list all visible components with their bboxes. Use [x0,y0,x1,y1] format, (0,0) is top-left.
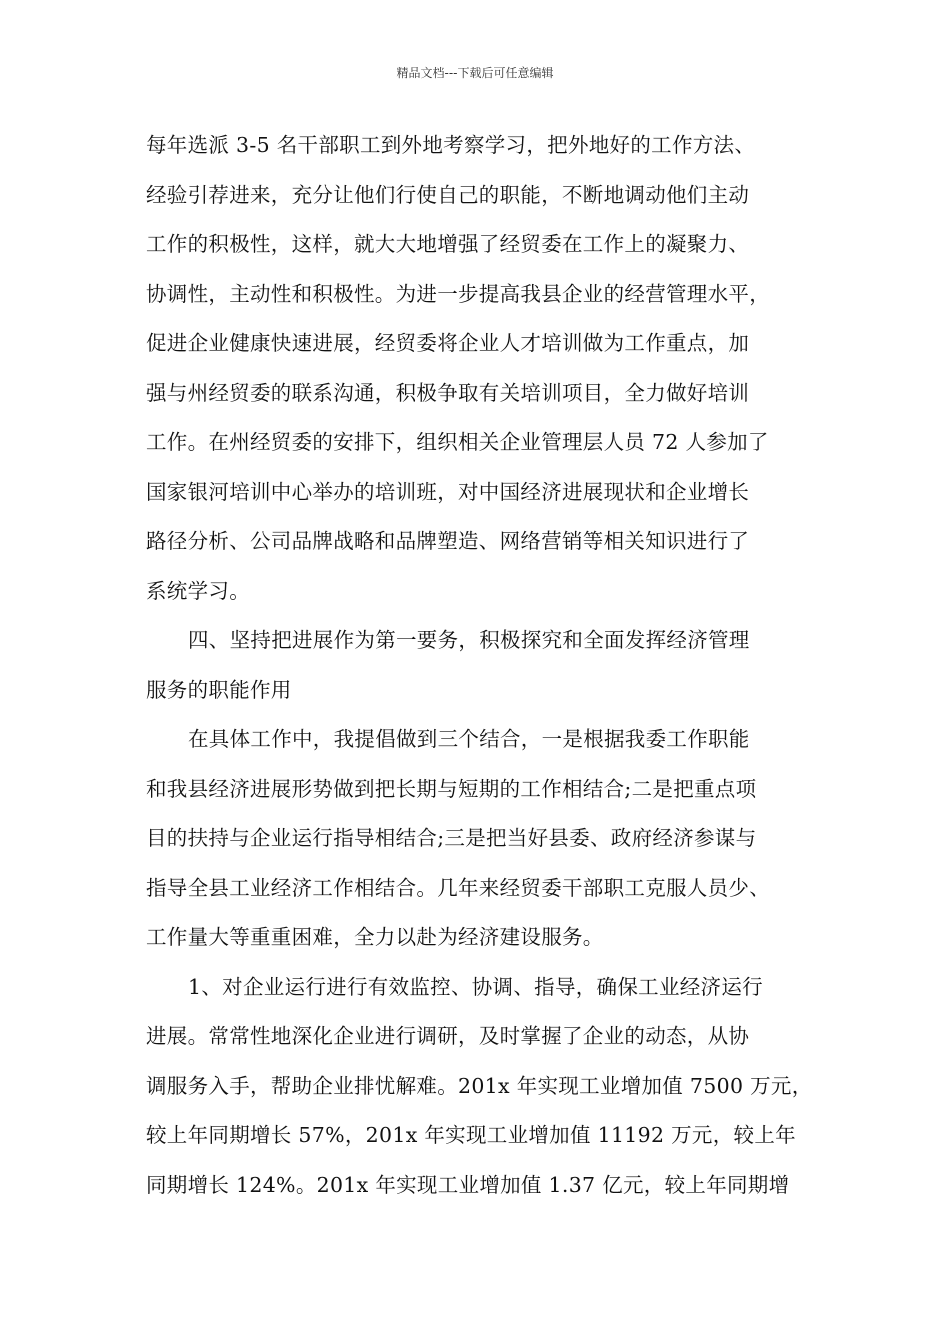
text-line: 经验引荐进来，充分让他们行使自己的职能，不断地调动他们主动 [146,182,750,207]
page-header: 精品文档---下载后可任意编辑 [396,66,554,80]
section-heading-line: 四、坚持把进展作为第一要务，积极探究和全面发挥经济管理 [188,628,750,652]
text-line: 协调性，主动性和积极性。为进一步提高我县企业的经营管理水平， [146,281,770,306]
document-body [146,125,811,1214]
text-line: 调服务入手，帮助企业排忧解难。201x 年实现工业增加值 7500 万元， [146,1073,813,1098]
text-line: 和我县经济进展形势做到把长期与短期的工作相结合;二是把重点项 [146,776,757,801]
text-line: 强与州经贸委的联系沟通，积极争取有关培训项目，全力做好培训 [146,380,750,405]
text-line: 系统学习。 [146,578,250,603]
text-line: 指导全县工业经济工作相结合。几年来经贸委干部职工克服人员少、 [146,875,770,900]
text-line: 工作量大等重重困难，全力以赴为经济建设服务。 [146,925,604,949]
text-line: 促进企业健康快速进展，经贸委将企业人才培训做为工作重点，加 [146,331,750,355]
text-line: 工作的积极性，这样，就大大地增强了经贸委在工作上的凝聚力、 [146,232,750,256]
text-line: 目的扶持与企业运行指导相结合;三是把当好县委、政府经济参谋与 [146,826,757,850]
text-line: 进展。常常性地深化企业进行调研，及时掌握了企业的动态，从协 [146,1024,750,1048]
text-line: 同期增长 124%。201x 年实现工业增加值 1.37 亿元，较上年同期增 [146,1172,790,1197]
text-line: 每年选派 3-5 名干部职工到外地考察学习，把外地好的工作方法、 [146,133,756,157]
text-line: 国家银河培训中心举办的培训班，对中国经济进展现状和企业增长 [146,479,750,504]
section-heading-line: 服务的职能作用 [146,677,292,702]
text-line: 1、对企业运行进行有效监控、协调、指导，确保工业经济运行 [188,974,763,999]
text-line: 较上年同期增长 57%，201x 年实现工业增加值 11192 万元，较上年 [146,1123,796,1147]
text-line: 路径分析、公司品牌战略和品牌塑造、网络营销等相关知识进行了 [146,529,750,553]
text-line: 工作。在州经贸委的安排下，组织相关企业管理层人员 72 人参加了 [146,430,769,454]
text-line: 在具体工作中，我提倡做到三个结合，一是根据我委工作职能 [188,727,750,751]
